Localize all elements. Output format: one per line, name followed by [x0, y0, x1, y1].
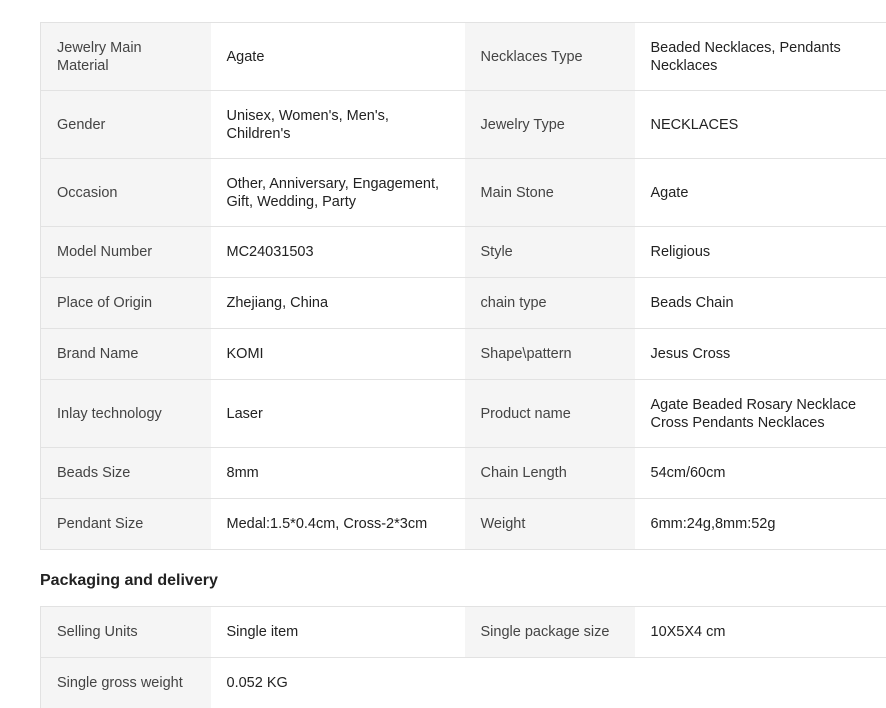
- attribute-value: Jesus Cross: [635, 329, 886, 380]
- attribute-value: 6mm:24g,8mm:52g: [635, 499, 886, 550]
- attribute-key: Occasion: [41, 159, 211, 227]
- attribute-value: NECKLACES: [635, 91, 886, 159]
- attribute-key: Gender: [41, 91, 211, 159]
- attribute-value: Laser: [211, 380, 465, 448]
- attribute-value: Agate: [635, 159, 886, 227]
- table-row: [41, 658, 886, 708]
- attribute-key: Style: [465, 227, 635, 278]
- attribute-key: Single gross weight: [41, 658, 211, 708]
- attribute-key: Jewelry Type: [465, 91, 635, 159]
- attribute-key: Beads Size: [41, 448, 211, 499]
- table-row: [41, 227, 886, 278]
- table-row: [41, 448, 886, 499]
- empty-cell: [465, 658, 635, 708]
- attributes-table: [40, 22, 886, 550]
- attribute-key: Main Stone: [465, 159, 635, 227]
- attribute-key: Single package size: [465, 607, 635, 658]
- attribute-value: 0.052 KG: [211, 658, 465, 708]
- attribute-key: Brand Name: [41, 329, 211, 380]
- attribute-value: Unisex, Women's, Men's, Children's: [211, 91, 465, 159]
- attribute-value: Zhejiang, China: [211, 278, 465, 329]
- attribute-key: Chain Length: [465, 448, 635, 499]
- attribute-key: chain type: [465, 278, 635, 329]
- attribute-key: Model Number: [41, 227, 211, 278]
- attribute-value: Religious: [635, 227, 886, 278]
- table-row: [41, 91, 886, 159]
- table-row: [41, 329, 886, 380]
- attribute-value: 8mm: [211, 448, 465, 499]
- attribute-value: Medal:1.5*0.4cm, Cross-2*3cm: [211, 499, 465, 550]
- attribute-value: Beaded Necklaces, Pendants Necklaces: [635, 23, 886, 91]
- attribute-key: Necklaces Type: [465, 23, 635, 91]
- attribute-value: Agate: [211, 23, 465, 91]
- table-row: [41, 23, 886, 91]
- attribute-value: KOMI: [211, 329, 465, 380]
- table-row: [41, 499, 886, 550]
- attribute-value: Beads Chain: [635, 278, 886, 329]
- attribute-key: Place of Origin: [41, 278, 211, 329]
- attribute-key: Shape\pattern: [465, 329, 635, 380]
- table-row: [41, 159, 886, 227]
- packaging-table: [40, 606, 886, 708]
- attribute-key: Product name: [465, 380, 635, 448]
- table-row: [41, 607, 886, 658]
- table-row: [41, 278, 886, 329]
- attribute-key: Selling Units: [41, 607, 211, 658]
- attribute-value: 54cm/60cm: [635, 448, 886, 499]
- empty-cell: [635, 658, 886, 708]
- attribute-value: Single item: [211, 607, 465, 658]
- table-row: [41, 380, 886, 448]
- attribute-key: Pendant Size: [41, 499, 211, 550]
- attribute-key: Jewelry Main Material: [41, 23, 211, 91]
- attribute-key: Weight: [465, 499, 635, 550]
- attribute-value: 10X5X4 cm: [635, 607, 886, 658]
- attribute-value: Other, Anniversary, Engagement, Gift, Wedding, Party: [211, 159, 465, 227]
- section-title: Packaging and delivery: [40, 572, 218, 589]
- attribute-value: MC24031503: [211, 227, 465, 278]
- attribute-value: Agate Beaded Rosary Necklace Cross Pendants Necklaces: [635, 380, 886, 448]
- attribute-key: Inlay technology: [41, 380, 211, 448]
